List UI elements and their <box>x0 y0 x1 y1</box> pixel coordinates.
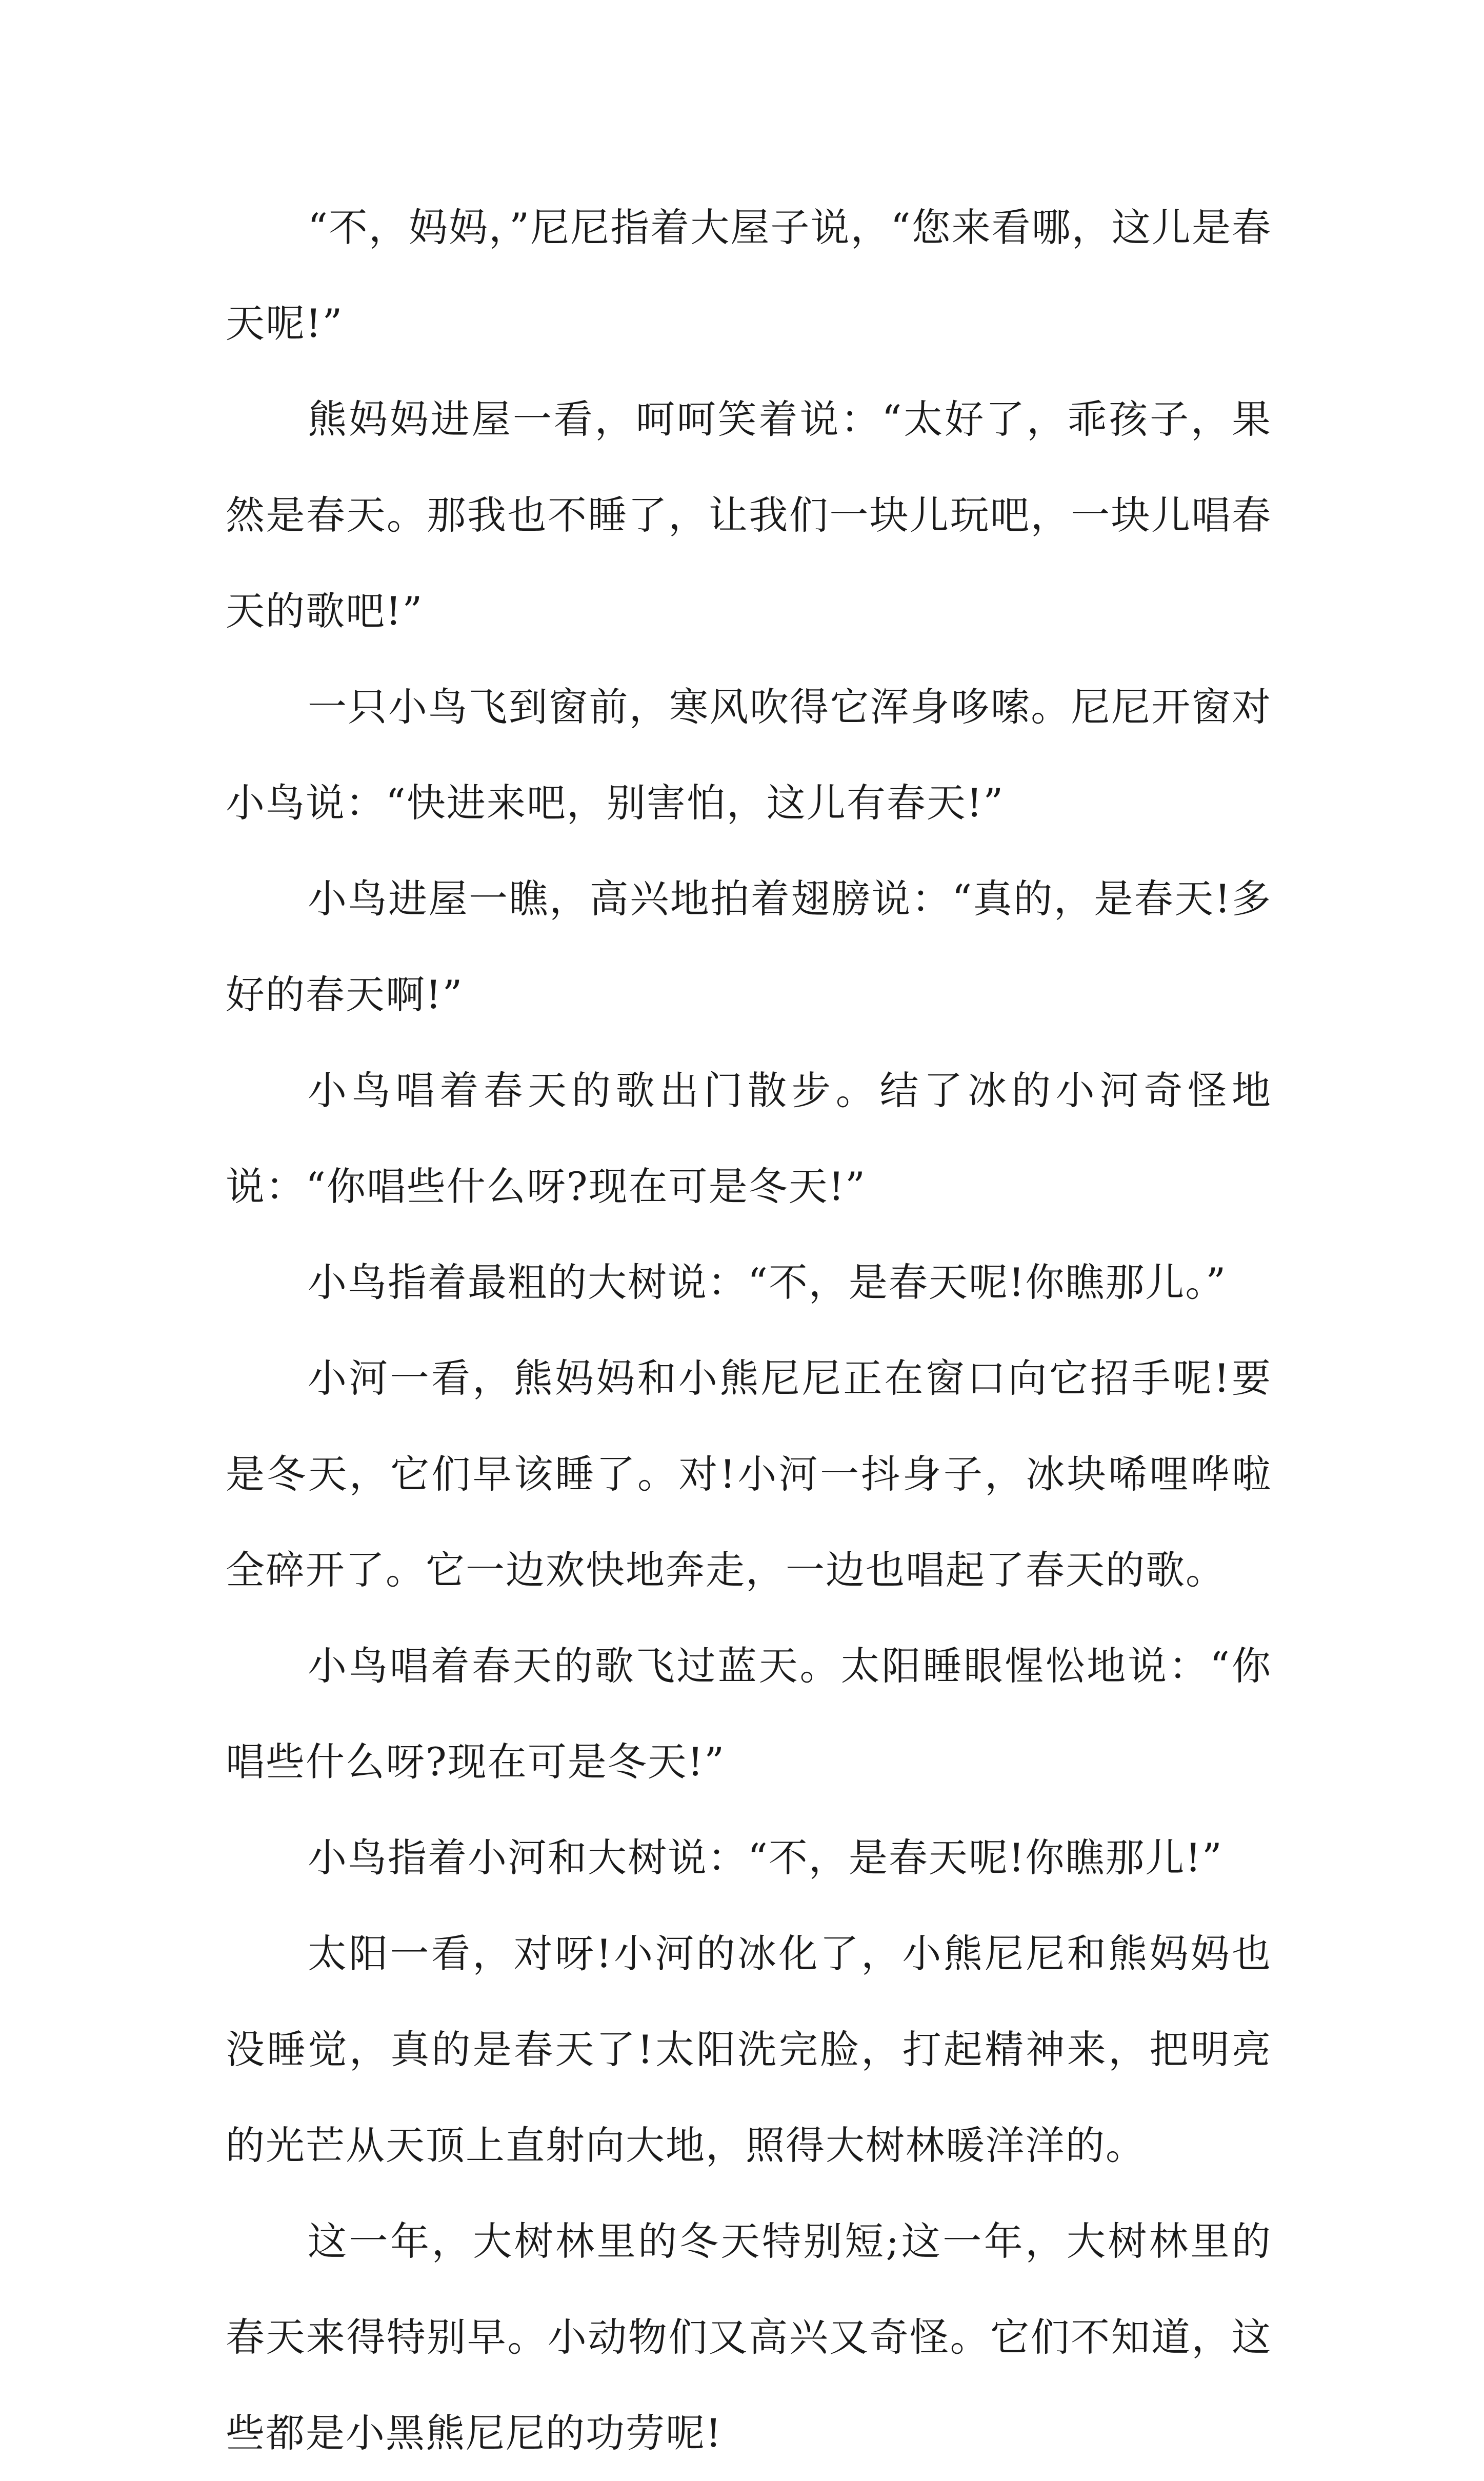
paragraph-7: 小河一看，熊妈妈和小熊尼尼正在窗口向它招手呢!要是冬天，它们早该睡了。对!小河一抖身子，冰块唏哩哗啦全碎开了。它一边欢快地奔走，一边也唱起了春天的歌。 <box>226 1355 1272 1593</box>
paragraph-1: “不，妈妈，”尼尼指着大屋子说，“您来看哪，这儿是春天呢!” <box>226 205 1272 346</box>
paragraph-10: 太阳一看，对呀!小河的冰化了，小熊尼尼和熊妈妈也没睡觉，真的是春天了!太阳洗完脸，打起精神来，把明亮的光芒从天顶上直射向大地，照得大树林暖洋洋的。 <box>226 1931 1272 2168</box>
paragraph-2: 熊妈妈进屋一看，呵呵笑着说：“太好了，乖孩子，果然是春天。那我也不睡了，让我们一块儿玩吧，一块儿唱春天的歌吧!” <box>226 396 1272 634</box>
paragraph-5: 小鸟唱着春天的歌出门散步。结了冰的小河奇怪地说：“你唱些什么呀?现在可是冬天!” <box>226 1068 1272 1209</box>
paragraph-11: 这一年，大树林里的冬天特别短;这一年，大树林里的春天来得特别早。小动物们又高兴又奇怪。它们不知道，这些都是小黑熊尼尼的功劳呢! <box>226 2218 1272 2456</box>
paragraph-8: 小鸟唱着春天的歌飞过蓝天。太阳睡眼惺忪地说：“你唱些什么呀?现在可是冬天!” <box>226 1643 1272 1785</box>
story-text <box>226 179 1272 2481</box>
paragraph-4: 小鸟进屋一瞧，高兴地拍着翅膀说：“真的，是春天!多好的春天啊!” <box>226 876 1272 1017</box>
paragraph-9: 小鸟指着小河和大树说：“不，是春天呢!你瞧那儿!” <box>308 1835 1223 1880</box>
paragraph-3: 一只小鸟飞到窗前，寒风吹得它浑身哆嗦。尼尼开窗对小鸟说：“快进来吧，别害怕，这儿有春天!” <box>226 684 1272 826</box>
paragraph-6: 小鸟指着最粗的大树说：“不，是春天呢!你瞧那儿。” <box>308 1259 1227 1305</box>
